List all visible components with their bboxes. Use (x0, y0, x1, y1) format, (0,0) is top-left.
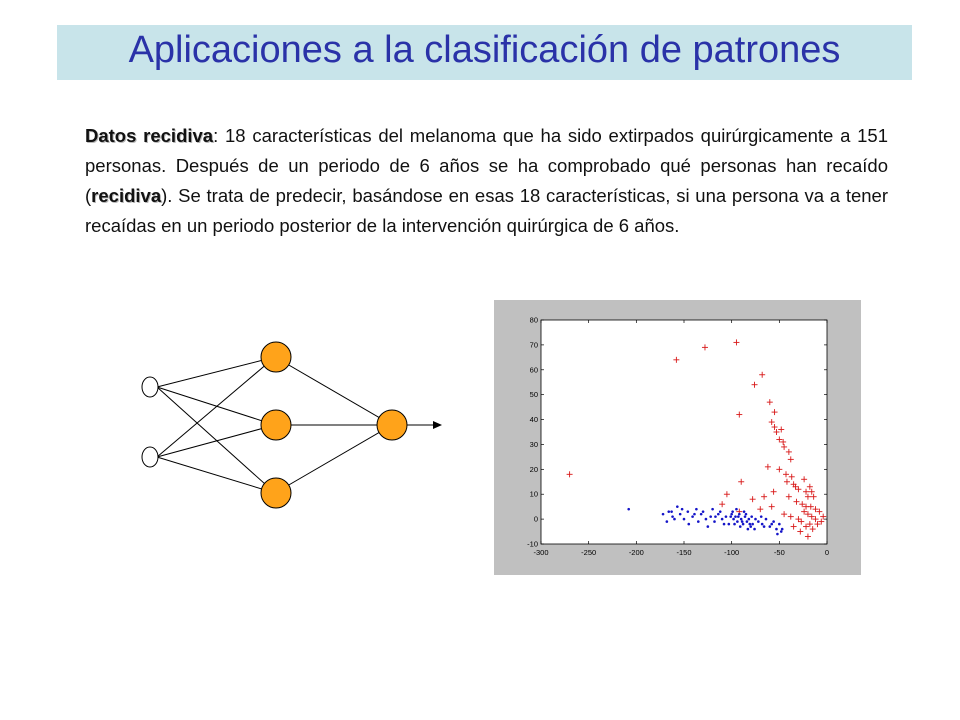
dot-marker-point (734, 515, 737, 518)
description-text-2: ). Se trata de predecir, basándose en esas 18 características, si una persona va a tener recaídas en un periodo posterior de la intervención quirúrgica de 6 años. (85, 185, 888, 236)
dot-marker-point (778, 523, 781, 526)
dot-marker-point (683, 518, 686, 521)
dot-marker-point (744, 515, 747, 518)
y-tick-label: 10 (529, 489, 538, 499)
description-text-1: : 18 características del melanoma que ha sido extirpados quirúrgicamente a 151 personas. Después de un periodo de 6 años se ha comprobado qué personas han recaído ( (85, 125, 888, 206)
x-tick-label: 0 (824, 548, 830, 557)
dot-marker-point (781, 528, 784, 531)
dot-marker-point (728, 523, 731, 526)
input-node (142, 447, 158, 467)
dot-marker-point (721, 518, 724, 521)
hidden-neuron (261, 410, 291, 440)
dot-marker-point (725, 515, 728, 518)
dot-marker-point (711, 508, 714, 511)
connection-line (157, 425, 275, 457)
dot-marker-point (741, 520, 744, 523)
scatter-plot (494, 300, 861, 575)
y-tick-label: 30 (529, 439, 538, 449)
keyword-datos-recidiva: Datos recidiva (85, 125, 214, 146)
keyword-recidiva: recidiva (91, 185, 162, 206)
connection-line (157, 387, 275, 493)
dot-marker-point (671, 515, 674, 518)
x-tick-label: -50 (773, 548, 785, 557)
dot-marker-point (723, 523, 726, 526)
dot-marker-point (747, 528, 750, 531)
dot-marker-point (709, 515, 712, 518)
dot-marker-point (735, 508, 738, 511)
dot-marker-point (729, 515, 732, 518)
x-tick-label: -300 (533, 548, 549, 557)
dot-marker-point (693, 513, 696, 516)
dot-marker-point (691, 515, 694, 518)
dot-marker-point (760, 515, 763, 518)
dot-marker-point (733, 523, 736, 526)
dot-marker-point (697, 520, 700, 523)
dot-marker-point (770, 523, 773, 526)
dot-marker-point (761, 523, 764, 526)
x-tick-label: -250 (581, 548, 597, 557)
y-tick-label: 40 (529, 415, 538, 425)
dot-marker-point (666, 520, 669, 523)
dot-marker-point (705, 518, 708, 521)
dot-marker-point (687, 510, 690, 513)
dot-marker-point (667, 510, 670, 513)
dot-marker-point (749, 525, 752, 528)
scatter-plot-frame (494, 300, 861, 580)
dot-marker-point (627, 508, 630, 511)
y-tick-label: 80 (529, 315, 538, 325)
hidden-neuron (261, 342, 291, 372)
dot-marker-point (714, 515, 717, 518)
x-tick-label: -150 (676, 548, 692, 557)
slide-title: Aplicaciones a la clasificación de patrones (128, 29, 841, 71)
dot-marker-point (736, 520, 739, 523)
dot-marker-point (713, 520, 716, 523)
dot-marker-point (738, 513, 741, 516)
title-band (57, 25, 912, 80)
dot-marker-point (742, 523, 745, 526)
dot-marker-point (776, 533, 779, 536)
connection-line (275, 357, 392, 425)
output-neuron (377, 410, 407, 440)
y-tick-label: 50 (529, 390, 538, 400)
dot-marker-point (740, 518, 743, 521)
x-tick-label: -200 (628, 548, 644, 557)
dot-marker-point (681, 508, 684, 511)
y-tick-label: 0 (533, 514, 538, 524)
dot-marker-point (751, 523, 754, 526)
dot-marker-point (757, 520, 760, 523)
dot-marker-point (676, 505, 679, 508)
dot-marker-point (707, 525, 710, 528)
axes-area (541, 320, 827, 544)
connection-line (157, 387, 275, 425)
y-tick-label: -10 (527, 539, 538, 549)
dot-marker-point (719, 510, 722, 513)
dot-marker-point (775, 528, 778, 531)
dot-marker-point (748, 518, 751, 521)
neural-network-diagram (125, 330, 455, 520)
input-node (142, 377, 158, 397)
dot-marker-point (670, 510, 673, 513)
y-tick-label: 20 (529, 464, 538, 474)
dot-marker-point (765, 518, 768, 521)
dot-marker-point (780, 530, 783, 533)
dot-marker-point (748, 523, 751, 526)
dot-marker-point (687, 523, 690, 526)
dot-marker-point (679, 513, 682, 516)
dot-marker-point (717, 513, 720, 516)
dot-marker-point (739, 525, 742, 528)
dot-marker-point (702, 510, 705, 513)
dot-marker-point (745, 513, 748, 516)
hidden-neuron (261, 478, 291, 508)
y-tick-label: 70 (529, 340, 538, 350)
dot-marker-point (750, 515, 753, 518)
dot-marker-point (753, 528, 756, 531)
dot-marker-point (662, 513, 665, 516)
dot-marker-point (700, 513, 703, 516)
dot-marker-point (754, 518, 757, 521)
dot-marker-point (769, 525, 772, 528)
dot-marker-point (763, 525, 766, 528)
x-tick-label: -100 (724, 548, 740, 557)
dot-marker-point (772, 520, 775, 523)
dot-marker-point (695, 508, 698, 511)
dot-marker-point (731, 510, 734, 513)
y-tick-label: 60 (529, 365, 538, 375)
connection-line (157, 457, 275, 493)
dot-marker-point (732, 518, 735, 521)
connection-line (275, 425, 392, 493)
dot-marker-point (730, 513, 733, 516)
dot-marker-point (737, 515, 740, 518)
slide-description (85, 121, 888, 241)
dot-marker-point (743, 510, 746, 513)
dot-marker-point (746, 520, 749, 523)
dot-marker-point (673, 518, 676, 521)
